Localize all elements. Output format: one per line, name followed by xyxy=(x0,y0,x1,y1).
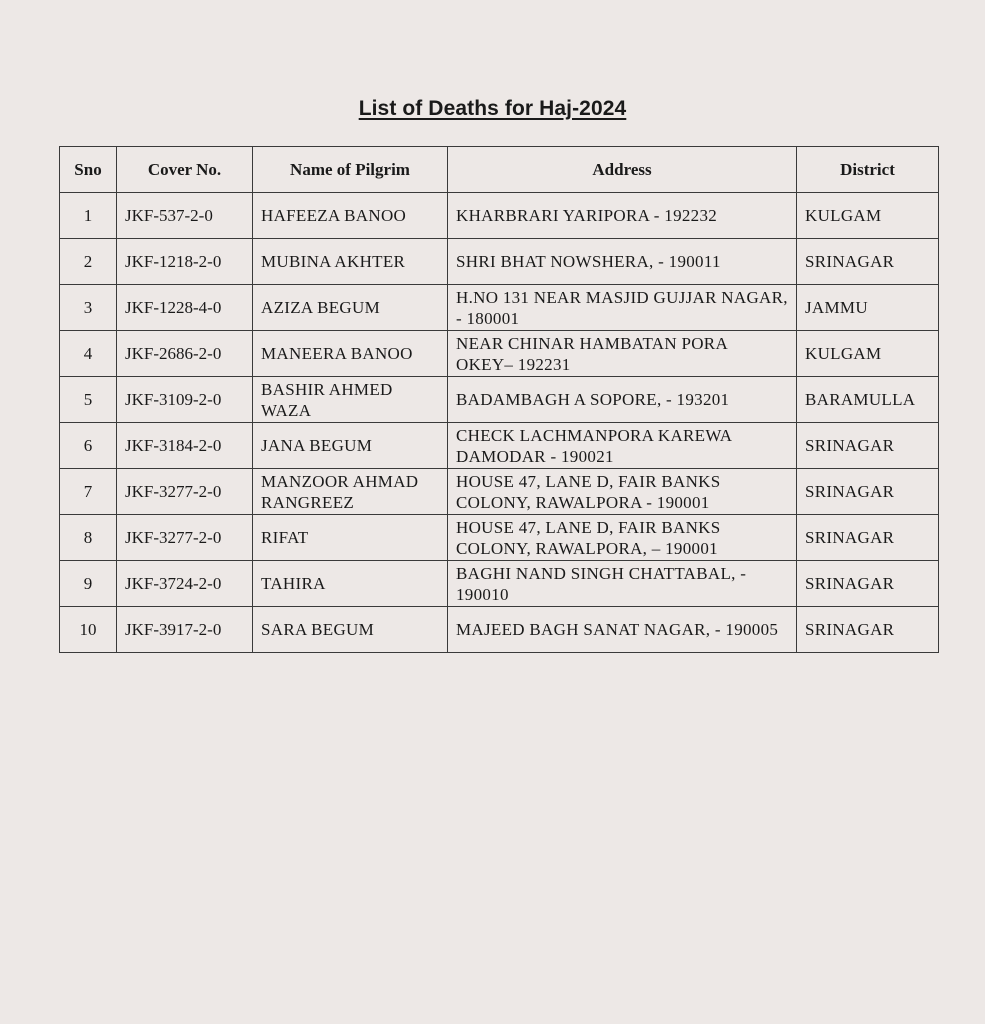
cell-address: HOUSE 47, LANE D, FAIR BANKS COLONY, RAWALPORA - 190001 xyxy=(448,469,797,515)
cell-cover-no: JKF-3917-2-0 xyxy=(117,607,253,653)
cell-address: H.NO 131 NEAR MASJID GUJJAR NAGAR, - 180001 xyxy=(448,285,797,331)
cell-cover-no: JKF-1218-2-0 xyxy=(117,239,253,285)
cell-cover-no: JKF-2686-2-0 xyxy=(117,331,253,377)
cell-sno: 2 xyxy=(60,239,117,285)
cell-address: SHRI BHAT NOWSHERA, - 190011 xyxy=(448,239,797,285)
cell-sno: 1 xyxy=(60,193,117,239)
header-pilgrim-name: Name of Pilgrim xyxy=(253,147,448,193)
cell-pilgrim-name: MANZOOR AHMAD RANGREEZ xyxy=(253,469,448,515)
cell-pilgrim-name: TAHIRA xyxy=(253,561,448,607)
cell-pilgrim-name: BASHIR AHMED WAZA xyxy=(253,377,448,423)
table-row xyxy=(60,423,939,469)
cell-sno: 5 xyxy=(60,377,117,423)
cell-pilgrim-name: MUBINA AKHTER xyxy=(253,239,448,285)
cell-cover-no: JKF-3184-2-0 xyxy=(117,423,253,469)
header-district: District xyxy=(797,147,939,193)
deaths-table xyxy=(59,146,939,653)
table-row xyxy=(60,515,939,561)
cell-cover-no: JKF-537-2-0 xyxy=(117,193,253,239)
cell-sno: 9 xyxy=(60,561,117,607)
cell-district: SRINAGAR xyxy=(797,239,939,285)
cell-address: CHECK LACHMANPORA KAREWA DAMODAR - 190021 xyxy=(448,423,797,469)
header-sno: Sno xyxy=(60,147,117,193)
cell-address: NEAR CHINAR HAMBATAN PORA OKEY– 192231 xyxy=(448,331,797,377)
cell-cover-no: JKF-3277-2-0 xyxy=(117,469,253,515)
cell-sno: 8 xyxy=(60,515,117,561)
cell-sno: 3 xyxy=(60,285,117,331)
table-row xyxy=(60,469,939,515)
cell-district: KULGAM xyxy=(797,331,939,377)
cell-pilgrim-name: JANA BEGUM xyxy=(253,423,448,469)
header-cover-no: Cover No. xyxy=(117,147,253,193)
table-row xyxy=(60,607,939,653)
cell-pilgrim-name: RIFAT xyxy=(253,515,448,561)
cell-sno: 10 xyxy=(60,607,117,653)
table-row xyxy=(60,561,939,607)
cell-cover-no: JKF-3109-2-0 xyxy=(117,377,253,423)
cell-cover-no: JKF-1228-4-0 xyxy=(117,285,253,331)
document-title: List of Deaths for Haj-2024 xyxy=(358,97,627,120)
cell-address: BADAMBAGH A SOPORE, - 193201 xyxy=(448,377,797,423)
header-address: Address xyxy=(448,147,797,193)
cell-address: KHARBRARI YARIPORA - 192232 xyxy=(448,193,797,239)
table-row xyxy=(60,239,939,285)
cell-district: JAMMU xyxy=(797,285,939,331)
cell-address: MAJEED BAGH SANAT NAGAR, - 190005 xyxy=(448,607,797,653)
cell-cover-no: JKF-3277-2-0 xyxy=(117,515,253,561)
cell-district: SRINAGAR xyxy=(797,469,939,515)
cell-sno: 4 xyxy=(60,331,117,377)
cell-district: KULGAM xyxy=(797,193,939,239)
cell-pilgrim-name: MANEERA BANOO xyxy=(253,331,448,377)
cell-district: SRINAGAR xyxy=(797,561,939,607)
table-header-row xyxy=(60,147,939,193)
cell-district: SRINAGAR xyxy=(797,423,939,469)
cell-address: BAGHI NAND SINGH CHATTABAL, - 190010 xyxy=(448,561,797,607)
table-row xyxy=(60,285,939,331)
cell-sno: 7 xyxy=(60,469,117,515)
cell-district: BARAMULLA xyxy=(797,377,939,423)
cell-pilgrim-name: SARA BEGUM xyxy=(253,607,448,653)
cell-pilgrim-name: AZIZA BEGUM xyxy=(253,285,448,331)
cell-cover-no: JKF-3724-2-0 xyxy=(117,561,253,607)
cell-sno: 6 xyxy=(60,423,117,469)
table-row xyxy=(60,377,939,423)
cell-address: HOUSE 47, LANE D, FAIR BANKS COLONY, RAWALPORA, – 190001 xyxy=(448,515,797,561)
table-row xyxy=(60,331,939,377)
table-row xyxy=(60,193,939,239)
cell-district: SRINAGAR xyxy=(797,607,939,653)
cell-pilgrim-name: HAFEEZA BANOO xyxy=(253,193,448,239)
cell-district: SRINAGAR xyxy=(797,515,939,561)
